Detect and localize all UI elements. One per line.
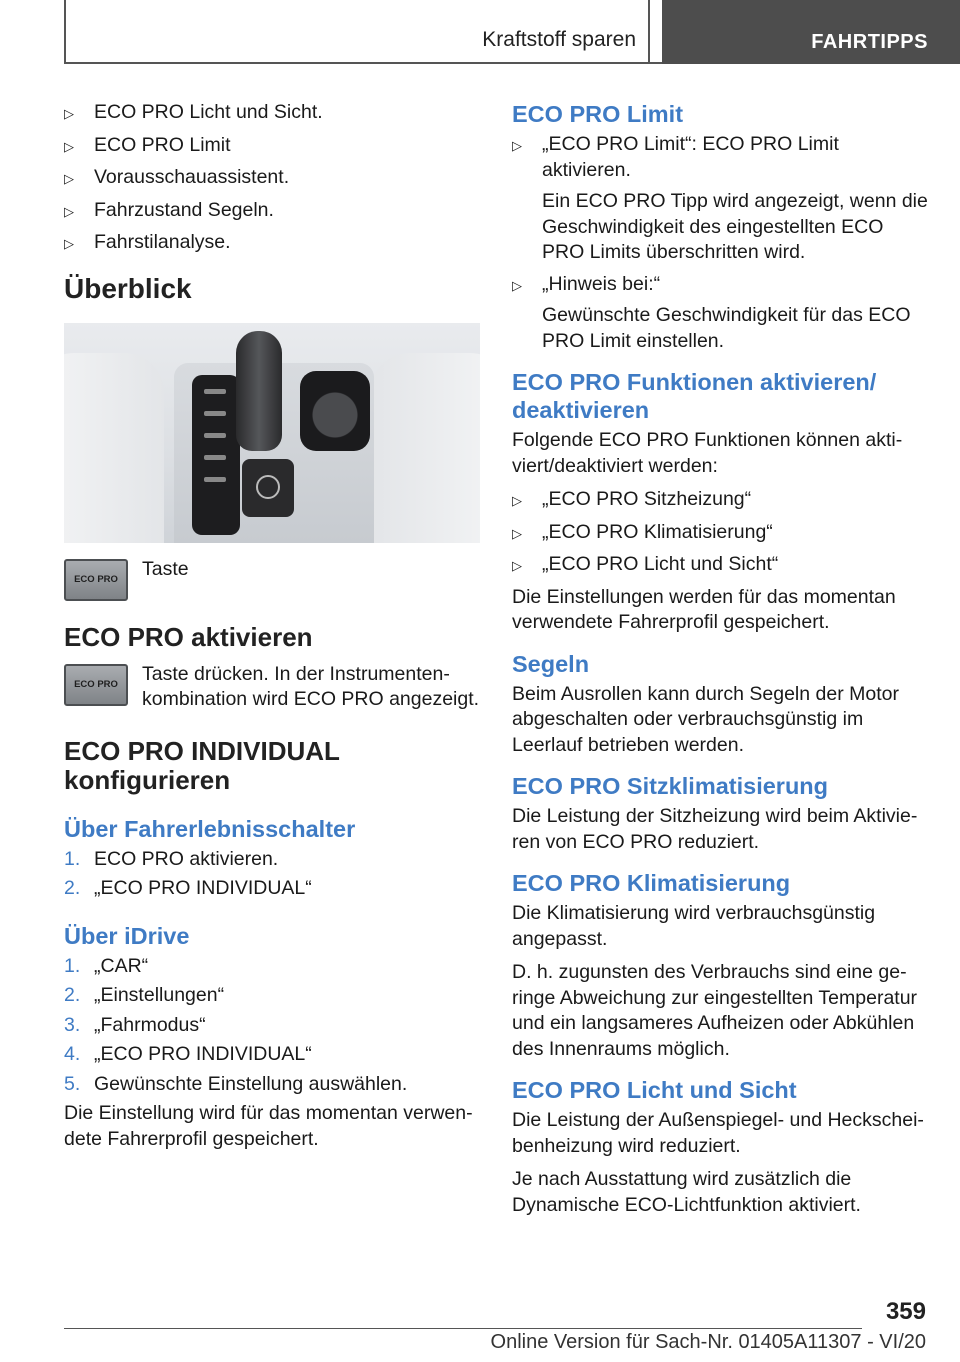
driving-mode-panel (192, 375, 240, 535)
functions-text: Folgende ECO PRO Funktionen können aktiviert/deaktiviert werden: (512, 429, 903, 477)
list-item: ▷ „ECO PRO Sitzheizung“ (512, 487, 928, 514)
idrive-steps-list (64, 954, 482, 1098)
light-text-1: Die Leistung der Außenspiegel- und Heckscheibenheizung wird reduziert. (512, 1109, 924, 1157)
list-item: ▷ ECO PRO Limit (64, 133, 482, 160)
seat-heading: ECO PRO Sitzklimatisierung (512, 773, 829, 799)
idrive-controller (300, 371, 370, 451)
triangle-bullet-icon: ▷ (512, 138, 522, 153)
list-item: ▷ „ECO PRO Klimatisierung“ (512, 520, 928, 547)
triangle-bullet-icon: ▷ (64, 171, 74, 186)
individual-heading: ECO PRO INDIVIDUAL konfigurieren (64, 735, 340, 795)
profile-note: Die Einstellung wird für das momentan verwendete Fahrerprofil gespeichert. (64, 1102, 473, 1150)
button-caption: Taste (142, 557, 189, 580)
switch-steps-list (64, 847, 482, 902)
list-item: 1. „CAR“ (64, 954, 149, 977)
functions-heading: ECO PRO Funktionen aktivieren/ deaktivieren (512, 369, 877, 423)
limit-heading: ECO PRO Limit (512, 101, 684, 127)
functions-note: Die Einstellungen werden für das momentan verwendete Fahrerprofil gespeichert. (512, 585, 896, 633)
intro-bullet-list (64, 100, 482, 257)
eco-button-legend (64, 557, 482, 601)
footer-divider (64, 1328, 862, 1329)
list-item: 3. „Fahrmodus“ (64, 1013, 206, 1036)
list-item: ▷ Fahrzustand Segeln. (64, 198, 482, 225)
climate-text-2: D. h. zugunsten des Verbrauchs sind eine geringe Abweichung zur eingestellten Temperatur und ein langsameres Aufheizen oder Abkühlen des Innenraums möglich. (512, 961, 918, 1060)
right-seat (370, 353, 480, 543)
gear-selector (236, 331, 282, 451)
triangle-bullet-icon: ▷ (512, 277, 522, 293)
eco-pro-button-icon: ECO PRO (64, 664, 128, 706)
header-divider-bottom (64, 62, 662, 64)
overview-heading: Überblick (64, 272, 192, 304)
list-item: 2. „ECO PRO INDIVIDUAL“ (64, 877, 312, 899)
list-item: ▷ ECO PRO Licht und Sicht. (64, 100, 482, 127)
seat-text: Die Leistung der Sitzheizung wird beim Aktivieren von ECO PRO reduziert. (512, 805, 918, 853)
triangle-bullet-icon: ▷ (512, 525, 522, 541)
triangle-bullet-icon: ▷ (64, 138, 74, 154)
list-item: ▷ Vorausschauassistent. (64, 165, 482, 192)
footer-online-version: Online Version für Sach-Nr. 01405A11307 - VI/20 (490, 1331, 926, 1353)
triangle-bullet-icon: ▷ (64, 203, 74, 219)
list-item: 5. Gewünschte Einstellung auswählen. (64, 1072, 408, 1095)
parking-brake-switch (242, 459, 294, 517)
center-console-photo (64, 323, 480, 543)
triangle-bullet-icon: ▷ (512, 493, 522, 508)
sail-text: Beim Ausrollen kann durch Segeln der Motor abgeschalten oder verbrauchsgünstig im Leerlauf betrieben werden. (512, 682, 899, 756)
header-divider-mid (648, 0, 650, 64)
light-heading: ECO PRO Licht und Sicht (512, 1077, 797, 1103)
list-item: 2. „Einstellungen“ (64, 984, 225, 1006)
idrive-heading: Über iDrive (64, 922, 190, 949)
climate-text-1: Die Klimatisierung wird verbrauchsgünstig angepasst. (512, 902, 876, 950)
header-chapter-tab (662, 0, 960, 64)
triangle-bullet-icon: ▷ (64, 106, 74, 121)
right-column (512, 100, 928, 1226)
chapter-label: FAHRTIPPS (811, 31, 928, 53)
eco-pro-button-icon: ECO PRO (64, 559, 128, 601)
activate-text: Taste drücken. In der Instrumentenkombination wird ECO PRO angezeigt. (142, 662, 480, 710)
header-divider-left (64, 0, 66, 64)
activate-instruction (64, 662, 482, 713)
sail-heading: Segeln (512, 650, 590, 677)
list-item: ▷ „ECO PRO Licht und Sicht“ (512, 552, 928, 579)
page-number: 359 (885, 1298, 926, 1325)
activate-heading: ECO PRO aktivieren (64, 621, 313, 652)
switch-heading: Über Fahrerlebnisschalter (64, 815, 356, 842)
triangle-bullet-icon: ▷ (512, 558, 522, 573)
list-item: ▷ „Hinweis bei:“ Gewünschte Geschwindigkeit für das ECO PRO Limit einstellen. (512, 272, 928, 355)
light-text-2: Je nach Ausstattung wird zusätzlich die Dynamische ECO-Lichtfunktion aktiviert. (512, 1168, 861, 1216)
list-item: 4. „ECO PRO INDIVIDUAL“ (64, 1043, 312, 1065)
header-section-title: Kraftstoff sparen (482, 28, 636, 51)
climate-heading: ECO PRO Klimatisierung (512, 870, 791, 896)
triangle-bullet-icon: ▷ (64, 236, 74, 251)
left-seat (64, 353, 164, 543)
list-item: ▷ Fahrstilanalyse. (64, 230, 482, 257)
left-column (64, 100, 482, 1160)
list-item: 1. ECO PRO aktivieren. (64, 847, 279, 870)
list-item: ▷ „ECO PRO Limit“: ECO PRO Limit aktivieren. Ein ECO PRO Tipp wird angezeigt, wenn die Geschwindigkeit des eingestellten ECO PRO Limits überschritten wird. (512, 132, 928, 266)
